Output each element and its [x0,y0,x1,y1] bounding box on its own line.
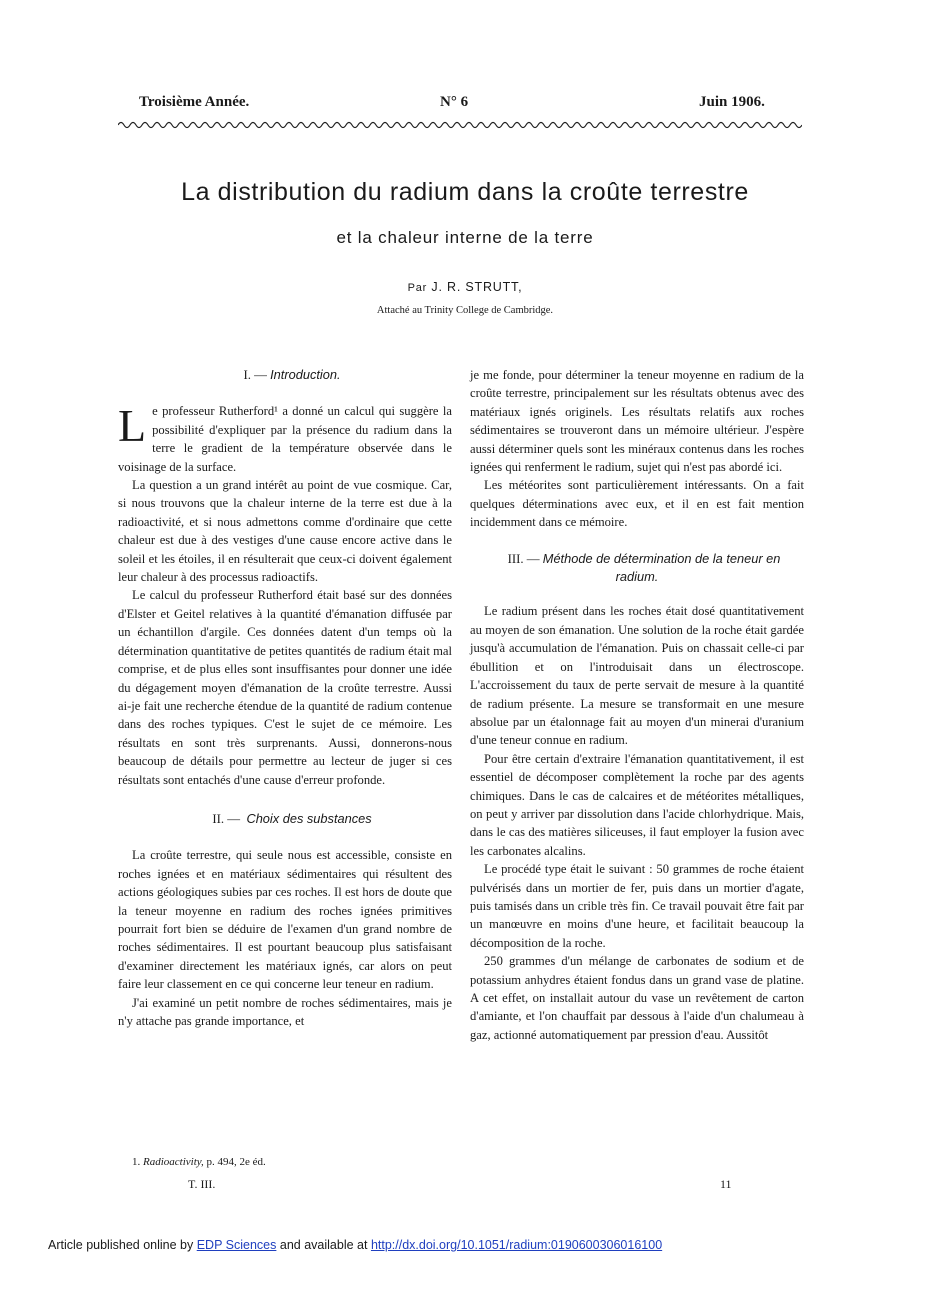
header-date: Juin 1906. [699,94,765,110]
footnote-details: p. 494, 2e éd. [206,1156,266,1168]
paragraph: Le calcul du professeur Rutherford était basé sur des données d'Elster et Geitel relatives à la quantité d'émanation diffusée par un échantillon d'argile. Ces données datent d'un temps où la détermination quantitative de petites quantités de radium était mal comprise, et de plus elles sont insuffisantes pour donner une idée du dégagement moyen d'émanation de la croûte terrestre. Aussi ai-je fait une recherche étendue de la quantité de radium contenue dans des roches typiques. C'est le sujet de ce mémoire. Les résultats en sont très surprenants. Aussi, donnerons-nous beaucoup de détails pour permettre au lecteur de juger si ces résultats sont entachés d'une cause d'erreur profonde. [118,588,452,787]
section-number: III. — [507,551,540,566]
paragraph-text: e professeur Rutherford¹ a donné un calcul qui suggère la possibilité d'expliquer par la présence du radium dans la terre le gradient de la température observée dans le voisinage de la surface. [118,404,452,474]
author-affiliation: Attaché au Trinity College de Cambridge. [376,305,554,316]
doi-link[interactable]: http://dx.doi.org/10.1051/radium:0190600306016100 [370,1238,663,1252]
wavy-rule-ornament [118,120,802,130]
header-number: N° 6 [440,94,469,110]
paragraph: La question a un grand intérêt au point de vue cosmique. Car, si nous trouvons que la chaleur interne de la terre est due à la radioactivité, et si nous admettons comme d'ordinaire que cette chaleur est due à des vestiges d'une cause encore active dans le soleil et les étoiles, il en résulterait que ceux-ci doivent également leur chaleur à des processus radioactifs. [118,478,452,585]
banner-prefix: Article published online by [48,1238,194,1252]
section-number: I. — [243,368,267,382]
paragraph: Le radium présent dans les roches était dosé quantitativement au moyen de son émanation. Une solution de la roche était gardée jusqu'à accumulation de l'émanation. Puis on chassait celle-ci par ébullition et on l'introduisait dans un électroscope. L'accroissement du taux de perte servait de mesure à la quantité de radium présente. La mesure se transformait en une mesure absolue par un étalonnage fait au moyen d'un minerai d'uranium d'une teneur connue en radium. [470,604,804,748]
publisher-banner [48,1238,662,1252]
drop-cap: L [118,400,147,452]
paragraph: J'ai examiné un petit nombre de roches sédimentaires, mais je n'y attache pas grande importance, et [118,995,452,1028]
paragraph: Pour être certain d'extraire l'émanation quantitativement, il est essentiel de décomposer complètement la roche par des agents chimiques. Dans le cas de calcaires et de météorites métalliques, on peut y arriver par dissolution dans l'acide chlorhydrique. Mais, dans le cas des matières siliceuses, il faut employer la fusion avec les carbonates alcalins. [470,751,804,858]
left-column [118,366,452,1030]
section-title: Méthode de détermination de la teneur en radium. [542,550,781,585]
banner-middle: and available at [279,1238,368,1252]
paragraph: La croûte terrestre, qui seule nous est accessible, consiste en roches ignées et en matériaux sédimentaires qui résultent des actions géologiques subies par ces roches. Il est hors de doute que la teneur moyenne en radium des roches ignées primitives pourrait fort bien se déduire de l'examen d'un grand nombre de roches sédimentaires. Il est pourtant beaucoup plus satisfaisant d'examiner directement les matériaux ignés, car alors on peut faire leur classement en ce qui concerne leur teneur en radium. [118,848,452,992]
section-heading-methode [470,550,804,587]
section-heading-introduction [118,366,452,384]
paragraph: Les météorites sont particulièrement intéressants. On a fait quelques déterminations avec eux, et il en est fait mention incidemment dans ce mémoire. [470,478,804,530]
section-title: Choix des substances [246,810,372,826]
author-prefix: Par [407,282,428,294]
paragraph: 250 grammes d'un mélange de carbonates de sodium et de potassium anhydres étaient fondus dans un grand vase de platine. A cet effet, on installait autour du vase un revêtement de carton d'amiante, et l'on chauffait par dessous à l'aide d'un chalumeau à gaz, actionné automatiquement par pression d'eau. Aussitôt [470,954,804,1042]
author-line [0,280,930,294]
author-name: J. R. STRUTT, [431,280,523,294]
paragraph: je me fonde, pour déterminer la teneur moyenne en radium de la croûte terrestre, principalement sur les résultats obtenus avec des matériaux ignés originels. Les résultats relatifs aux roches sédimentaires se trouveront dans un mémoire ultérieur. J'espère aussi déterminer quels sont les minéraux contenus dans les roches ignées qui renferment le radium, sujet qui n'est pas abordé ici. [470,368,804,475]
footnote-number: 1. [132,1156,141,1168]
footnote-source: Radioactivity, [143,1156,204,1168]
right-column [470,366,804,1044]
publisher-link[interactable]: EDP Sciences [196,1238,277,1252]
footnote [132,1156,266,1168]
article-title: La distribution du radium dans la croûte terrestre [181,178,749,206]
section-number: II. — [212,811,241,826]
paragraph [118,402,452,476]
paragraph: Le procédé type était le suivant : 50 grammes de roche étaient pulvérisés dans un mortier de fer, puis dans un mortier d'agate, puis tamisés dans un crible très fin. Ce travail pouvait être fait par un manœuvre en moins d'une heure, et facilitait beaucoup la décomposition de la roche. [470,862,804,950]
volume-marker: T. III. [188,1177,216,1191]
header-volume: Troisième Année. [139,94,250,110]
section-heading-choix [118,810,452,828]
section-title: Introduction. [270,367,341,382]
article-subtitle: et la chaleur interne de la terre [336,228,594,247]
signature-mark: 11 [720,1177,732,1191]
